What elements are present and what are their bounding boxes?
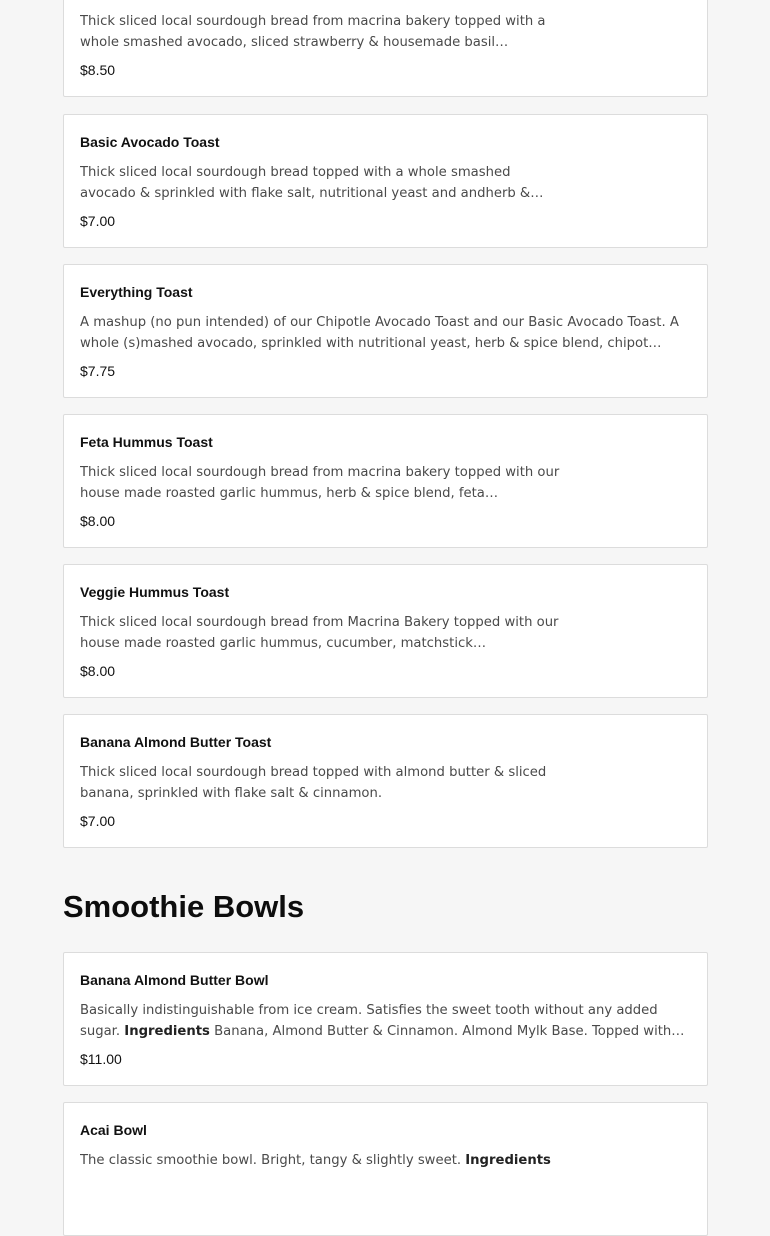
menu-item-name: Everything Toast (80, 284, 193, 300)
menu-item-name: Banana Almond Butter Bowl (80, 972, 269, 988)
menu-item-name: Veggie Hummus Toast (80, 584, 230, 600)
menu-item-card[interactable] (63, 952, 708, 1086)
menu-item-price: $8.00 (80, 663, 116, 679)
menu-item-card[interactable] (63, 114, 708, 248)
menu-item-card[interactable] (63, 264, 708, 398)
menu-item-name: Feta Hummus Toast (80, 434, 213, 450)
menu-item-price: $7.00 (80, 213, 116, 229)
menu-item-description: A mashup (no pun intended) of our Chipotle Avocado Toast and our Basic Avocado Toast. A whole (s)mashed avocado, sprinkled with nutritional yeast, herb & spice blend, chipot… (80, 315, 679, 351)
ingredients-label: Ingredients (465, 1153, 551, 1168)
menu-item-card[interactable] (63, 414, 708, 548)
menu-item-price: $11.00 (80, 1051, 122, 1067)
menu-item-description (80, 1150, 560, 1171)
menu-item-description: Thick sliced local sourdough bread topped with almond butter & sliced banana, sprinkled with flake salt & cinnamon. (80, 765, 547, 801)
description-text: Basically indistinguishable from ice cream. Satisfies the sweet tooth without any added sugar. (80, 1003, 658, 1039)
menu-item-name: Acai Bowl (80, 1122, 147, 1138)
menu-item-price: $7.75 (80, 363, 116, 379)
menu-item-name: Banana Almond Butter Toast (80, 734, 272, 750)
description-text: The classic smoothie bowl. Bright, tangy & slightly sweet. (80, 1153, 466, 1168)
menu-item-price: $8.50 (80, 62, 116, 78)
menu-item-price: $7.00 (80, 813, 116, 829)
menu-item-description (80, 1000, 692, 1042)
menu-item-name: Basic Avocado Toast (80, 134, 220, 150)
section-title-smoothie-bowls: Smoothie Bowls (63, 889, 305, 924)
menu-item-price: $8.00 (80, 513, 116, 529)
description-text: Banana, Almond Butter & Cinnamon. Almond Mylk Base. Topped with… (209, 1024, 685, 1039)
menu-item-description: Thick sliced local sourdough bread from Macrina Bakery topped with our house made roasted garlic hummus, cucumber, matchstick… (80, 615, 559, 651)
menu-item-description: Thick sliced local sourdough bread from macrina bakery topped with a whole smashed avocado, sliced strawberry & housemade basil… (80, 14, 546, 50)
menu-item-card[interactable] (63, 714, 708, 848)
menu-item-card[interactable] (63, 1102, 708, 1236)
menu-item-card[interactable] (63, 564, 708, 698)
menu-item-description: Thick sliced local sourdough bread topped with a whole smashed avocado & sprinkled with flake salt, nutritional yeast and andherb &… (80, 165, 544, 201)
menu-item-description: Thick sliced local sourdough bread from macrina bakery topped with our house made roasted garlic hummus, herb & spice blend, feta… (80, 465, 560, 501)
menu-item-card[interactable] (63, 0, 708, 97)
ingredients-label: Ingredients (124, 1024, 210, 1039)
